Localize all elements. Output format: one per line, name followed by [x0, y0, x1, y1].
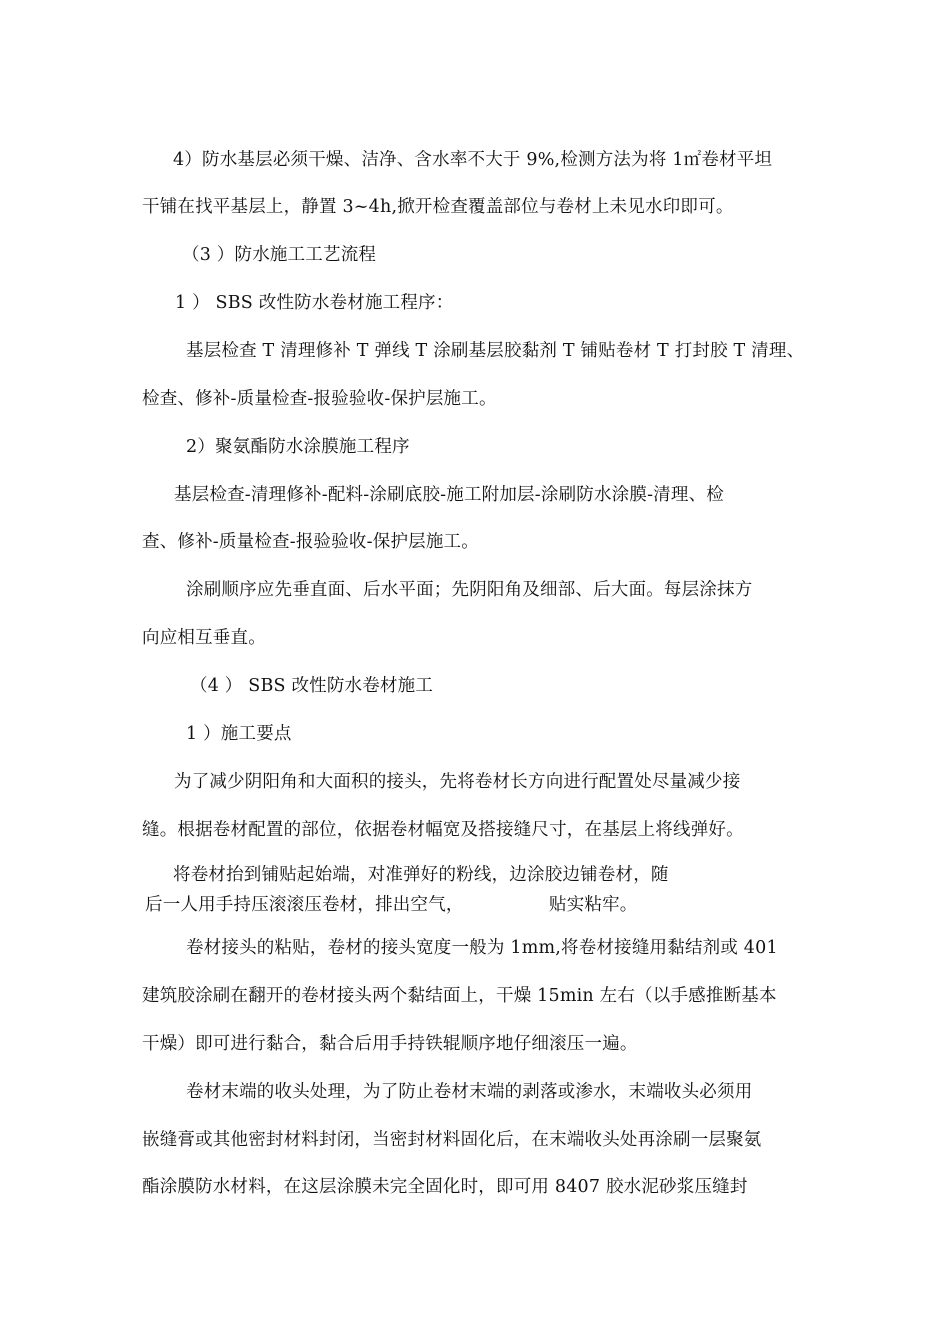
- text-line: 涂刷顺序应先垂直面、后水平面；先阴阳角及细部、后大面。每层涂抹方: [186, 580, 753, 600]
- subsection-heading: 2）聚氨酯防水涂膜施工程序: [186, 437, 410, 457]
- text-line: 卷材接头的粘贴，卷材的接头宽度一般为 1mm,将卷材接缝用黏结剂或 401: [186, 938, 778, 958]
- text-line: 为了减少阴阳角和大面积的接头，先将卷材长方向进行配置处尽量减少接: [174, 772, 741, 792]
- text-line: 卷材末端的收头处理，为了防止卷材末端的剥落或渗水，末端收头必须用: [186, 1082, 753, 1102]
- text-line: 酯涂膜防水材料，在这层涂膜未完全固化时，即可用 8407 胶水泥砂浆压缝封: [142, 1177, 748, 1197]
- text-line: 查、修补-质量检查-报验验收-保护层施工。: [142, 532, 479, 552]
- text-line: 基层检查 T 清理修补 T 弹线 T 涂刷基层胶黏剂 T 铺贴卷材 T 打封胶 T 清理、: [186, 341, 805, 361]
- text-line: 缝。根据卷材配置的部位，依据卷材幅宽及搭接缝尺寸，在基层上将线弹好。: [142, 820, 744, 840]
- subsection-heading: 1 ）施工要点: [186, 724, 292, 744]
- section-heading: （3 ）防水施工工艺流程: [182, 245, 377, 265]
- subsection-heading: 1 ） SBS 改性防水卷材施工程序：: [175, 293, 454, 313]
- text-line: 干燥）即可进行黏合，黏合后用手持铁辊顺序地仔细滚压一遍。: [142, 1034, 638, 1054]
- text-line: 4）防水基层必须干燥、洁净、含水率不大于 9%,检测方法为将 1㎡卷材平坦: [173, 150, 773, 170]
- text-line: 基层检查-清理修补-配料-涂刷底胶-施工附加层-涂刷防水涂膜-清理、检: [174, 485, 724, 505]
- text-line: 建筑胶涂刷在翻开的卷材接头两个黏结面上，干燥 15min 左右（以手感推断基本: [142, 986, 777, 1006]
- text-line: 将卷材抬到铺贴起始端，对准弹好的粉线，边涂胶边铺卷材，随: [173, 865, 669, 885]
- text-line: 嵌缝膏或其他密封材料封闭，当密封材料固化后，在末端收头处再涂刷一层聚氨: [142, 1130, 762, 1150]
- text-line: 贴实粘牢。: [549, 895, 638, 915]
- text-line: 检查、修补-质量检查-报验验收-保护层施工。: [142, 389, 497, 409]
- text-line: 向应相互垂直。: [142, 628, 266, 648]
- text-line: 后一人用手持压滚滚压卷材，排出空气，: [145, 895, 464, 915]
- section-heading: （4 ） SBS 改性防水卷材施工: [190, 676, 434, 696]
- text-line: 干铺在找平基层上，静置 3~4h,掀开检查覆盖部位与卷材上未见水印即可。: [142, 197, 734, 217]
